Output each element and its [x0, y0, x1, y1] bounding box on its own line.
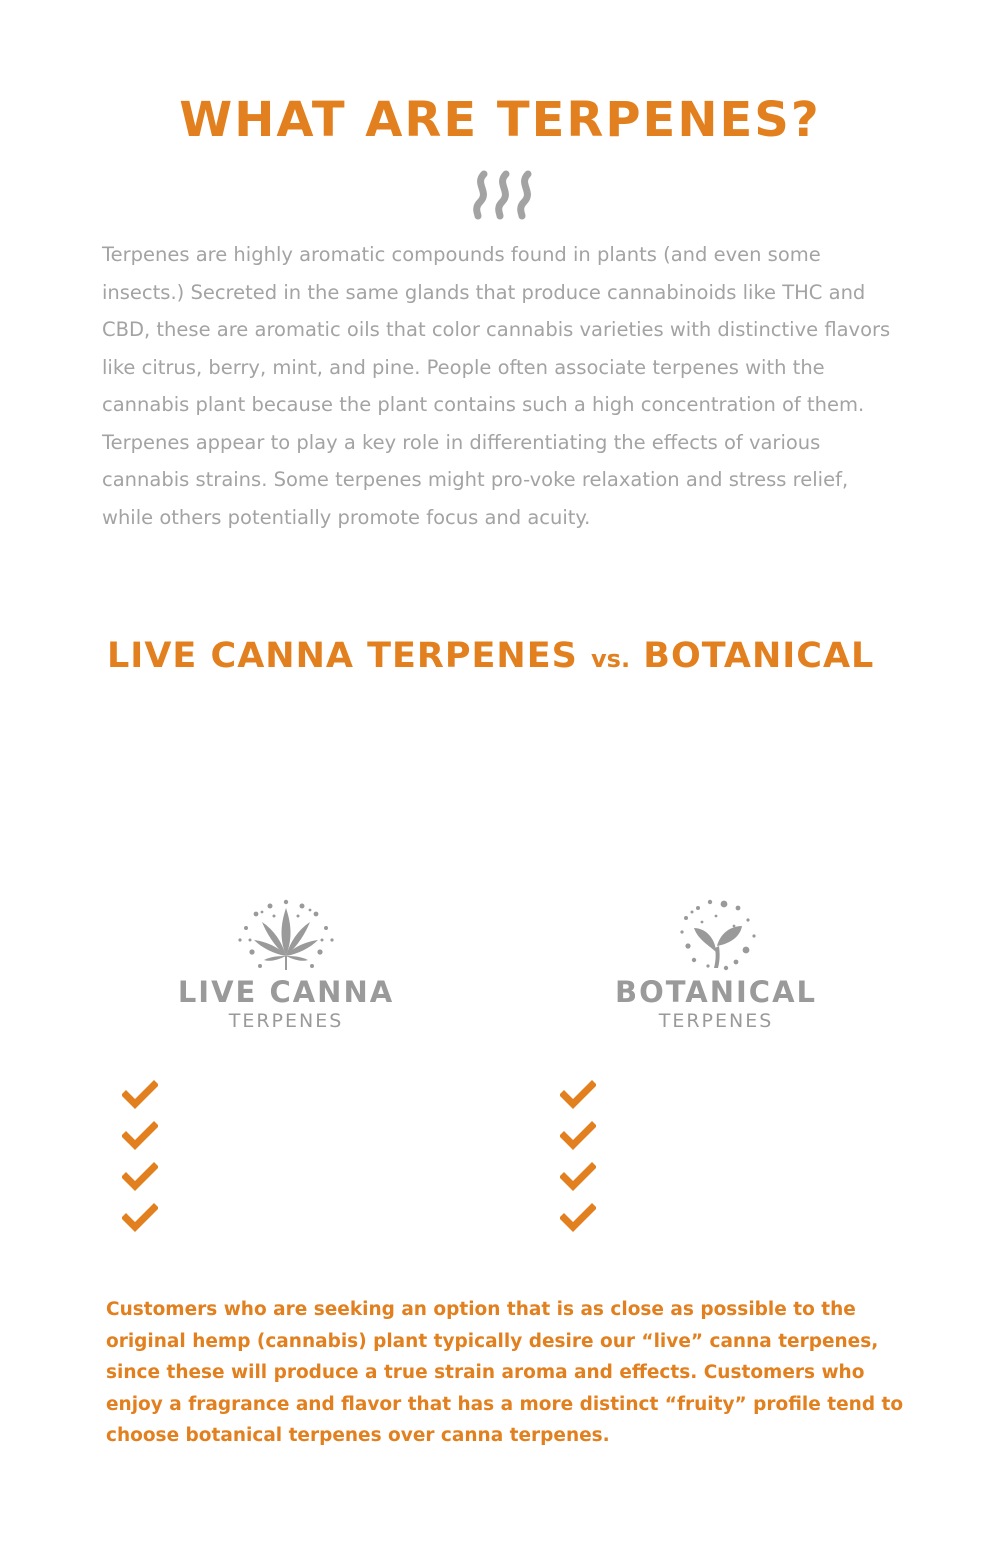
live-canna-checklist — [122, 1080, 158, 1244]
live-canna-logo — [170, 896, 402, 1032]
comparison-heading — [107, 636, 927, 676]
checkmark-icon — [560, 1121, 596, 1151]
live-canna-subtitle: TERPENES — [228, 1010, 344, 1032]
botanical-title: BOTANICAL — [615, 975, 817, 1009]
comparison-right: BOTANICAL — [643, 636, 875, 676]
comparison-vs: vs. — [591, 645, 631, 673]
botanical-logo — [600, 896, 832, 1032]
botanical-subtitle: TERPENES — [658, 1010, 774, 1032]
checkmark-icon — [122, 1203, 158, 1233]
live-canna-title: LIVE CANNA — [177, 975, 395, 1009]
cannabis-leaf-icon — [234, 896, 338, 976]
checkmark-icon — [560, 1080, 596, 1110]
checkmark-icon — [122, 1080, 158, 1110]
closing-paragraph: Customers who are seeking an option that is as close as possible to the original hemp (cannabis) plant typically desire our “live” canna terpenes, since these will produce a true strain aroma and effects. Customers who enjoy a fragrance and flavor that has a more distinct “fruity” profile tend to choose botanical terpenes over canna terpenes. — [106, 1299, 904, 1446]
checkmark-icon — [122, 1121, 158, 1151]
checkmark-icon — [560, 1203, 596, 1233]
page-title: WHAT ARE TERPENES? — [179, 92, 821, 148]
aroma-waves-icon — [470, 168, 540, 222]
comparison-left: LIVE CANNA TERPENES — [107, 636, 578, 676]
botanical-checklist — [560, 1080, 596, 1244]
sprout-icon — [664, 896, 768, 976]
intro-paragraph: Terpenes are highly aromatic compounds found in plants (and even some insects.) Secreted in the same glands that produce cannabinoids like THC and CBD, these are aromatic oils that color cannabis varieties with distinctive flavors like citrus, berry, mint, and pine. People often associate terpenes with the cannabis plant because the plant contains such a high concentration of them. Terpenes appear to play a key role in differentiating the effects of various cannabis strains. Some terpenes might pro-voke relaxation and stress relief, while others potentially promote focus and acuity. — [102, 243, 891, 529]
checkmark-icon — [560, 1162, 596, 1192]
checkmark-icon — [122, 1162, 158, 1192]
